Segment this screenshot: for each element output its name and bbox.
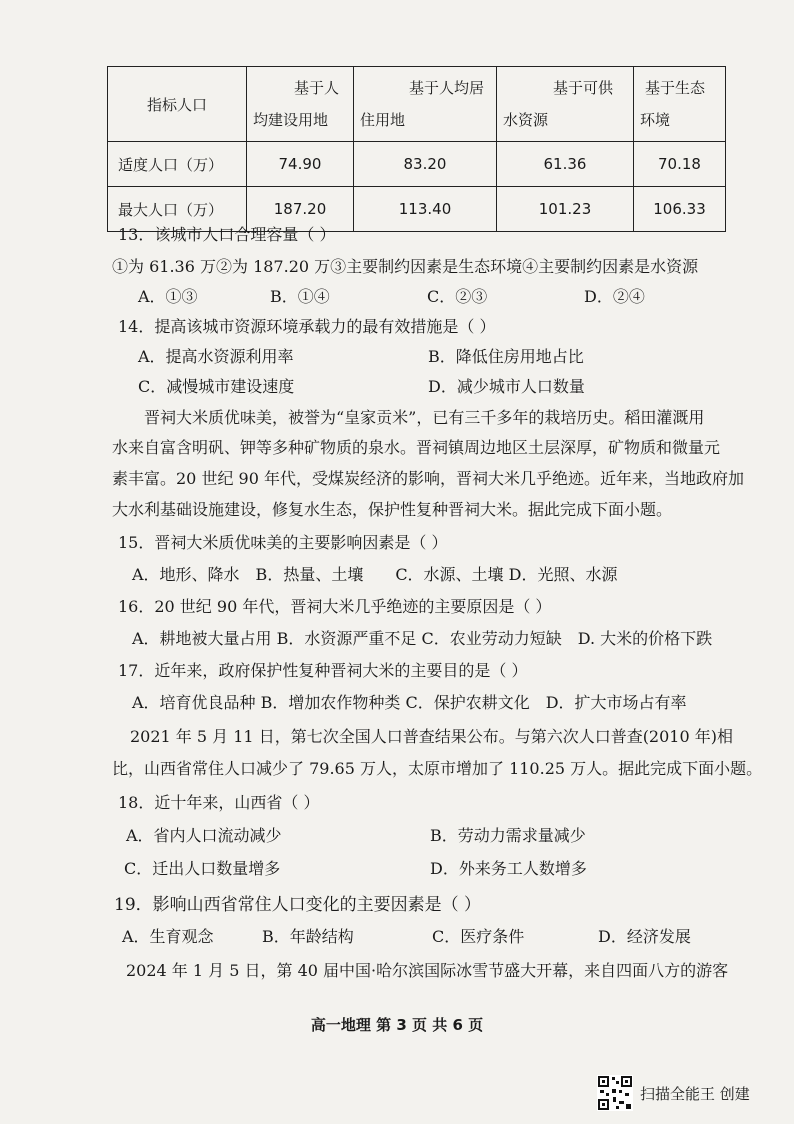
- question-13-option-a: A．①③: [138, 287, 198, 306]
- table-cell: 83.20: [354, 142, 497, 187]
- question-19-option-d: D．经济发展: [598, 927, 691, 946]
- passage-1-line: 晋祠大米质优味美，被誉为“皇家贡米”，已有三千多年的栽培历史。稻田灌溉用: [144, 408, 705, 427]
- row-label: 适度人口（万）: [108, 142, 247, 187]
- table-header-cell: 基于人 均建设用地: [247, 67, 354, 142]
- question-17-stem: 17．近年来，政府保护性复种晋祠大米的主要目的是（ ）: [118, 661, 528, 680]
- table-cell: 61.36: [497, 142, 634, 187]
- question-13-option-d: D．②④: [584, 287, 645, 306]
- qr-code-icon: [597, 1075, 633, 1111]
- question-14-option-b: B．降低住房用地占比: [428, 347, 584, 366]
- scanner-watermark: 扫描全能王 创建: [640, 1085, 750, 1103]
- population-table: [107, 66, 726, 232]
- question-14-stem: 14．提高该城市资源环境承载力的最有效措施是（ ）: [118, 317, 496, 336]
- question-15-stem: 15．晋祠大米质优味美的主要影响因素是（ ）: [118, 533, 448, 552]
- question-18-option-c: C．迁出人口数量增多: [124, 859, 281, 878]
- table-cell: 113.40: [354, 187, 497, 232]
- question-18-option-a: A．省内人口流动减少: [126, 826, 282, 845]
- question-14-option-c: C．减慢城市建设速度: [138, 377, 295, 396]
- table-cell: 70.18: [634, 142, 726, 187]
- question-13-option-c: C．②③: [427, 287, 488, 306]
- table-header-corner: 指标人口: [108, 67, 247, 142]
- passage-2-line: 比，山西省常住人口减少了 79.65 万人，太原市增加了 110.25 万人。据此完成下面小题。: [112, 759, 763, 778]
- question-14-option-d: D．减少城市人口数量: [428, 377, 585, 396]
- question-18-option-d: D．外来务工人数增多: [430, 859, 587, 878]
- page-footer: 高一地理 第 3 页 共 6 页: [310, 1016, 484, 1034]
- table-header-cell: 基于人均居 住用地: [354, 67, 497, 142]
- passage-1-line: 大水利基础设施建设，修复水生态，保护性复种晋祠大米。据此完成下面小题。: [112, 500, 673, 519]
- question-18-stem: 18．近十年来，山西省（ ）: [118, 793, 320, 812]
- passage-1-line: 素丰富。20 世纪 90 年代，受煤炭经济的影响，晋祠大米几乎绝迹。近年来，当地政府加: [112, 469, 744, 488]
- question-17-options: A．培育优良品种 B．增加农作物种类 C．保护农耕文化 D．扩大市场占有率: [132, 693, 687, 712]
- passage-2-line: 2021 年 5 月 11 日，第七次全国人口普查结果公布。与第六次人口普查(2010 年)相: [130, 727, 733, 746]
- table-cell: 106.33: [634, 187, 726, 232]
- table-cell: 187.20: [247, 187, 354, 232]
- question-16-options: A．耕地被大量占用 B．水资源严重不足 C．农业劳动力短缺 D. 大米的价格下跌: [132, 629, 713, 648]
- question-13-option-b: B．①④: [270, 287, 330, 306]
- question-13-stem: 13．该城市人口合理容量（ ）: [118, 225, 336, 244]
- question-18-option-b: B．劳动力需求量减少: [430, 826, 586, 845]
- table-row: [108, 142, 726, 187]
- passage-3-line: 2024 年 1 月 5 日，第 40 届中国·哈尔滨国际冰雪节盛大开幕，来自四面八方的游客: [126, 961, 729, 980]
- question-19-option-a: A．生育观念: [122, 927, 214, 946]
- question-15-options: A．地形、降水 B．热量、土壤 C．水源、土壤 D．光照、水源: [132, 565, 618, 584]
- question-14-option-a: A．提高水资源利用率: [138, 347, 294, 366]
- question-16-stem: 16．20 世纪 90 年代，晋祠大米几乎绝迹的主要原因是（ ）: [118, 597, 552, 616]
- row-label: 最大人口（万）: [108, 187, 247, 232]
- table-cell: 101.23: [497, 187, 634, 232]
- question-19-option-b: B．年龄结构: [262, 927, 354, 946]
- question-19-option-c: C．医疗条件: [432, 927, 525, 946]
- table-header-cell: 基于生态 环境: [634, 67, 726, 142]
- table-header-row: [108, 67, 726, 142]
- question-19-stem: 19．影响山西省常住人口变化的主要因素是（ ）: [114, 895, 482, 915]
- passage-1-line: 水来自富含明矾、钾等多种矿物质的泉水。晋祠镇周边地区土层深厚，矿物质和微量元: [112, 438, 721, 457]
- table-header-cell: 基于可供 水资源: [497, 67, 634, 142]
- table-cell: 74.90: [247, 142, 354, 187]
- question-13-statements: ①为 61.36 万②为 187.20 万③主要制约因素是生态环境④主要制约因素是水资源: [112, 257, 699, 276]
